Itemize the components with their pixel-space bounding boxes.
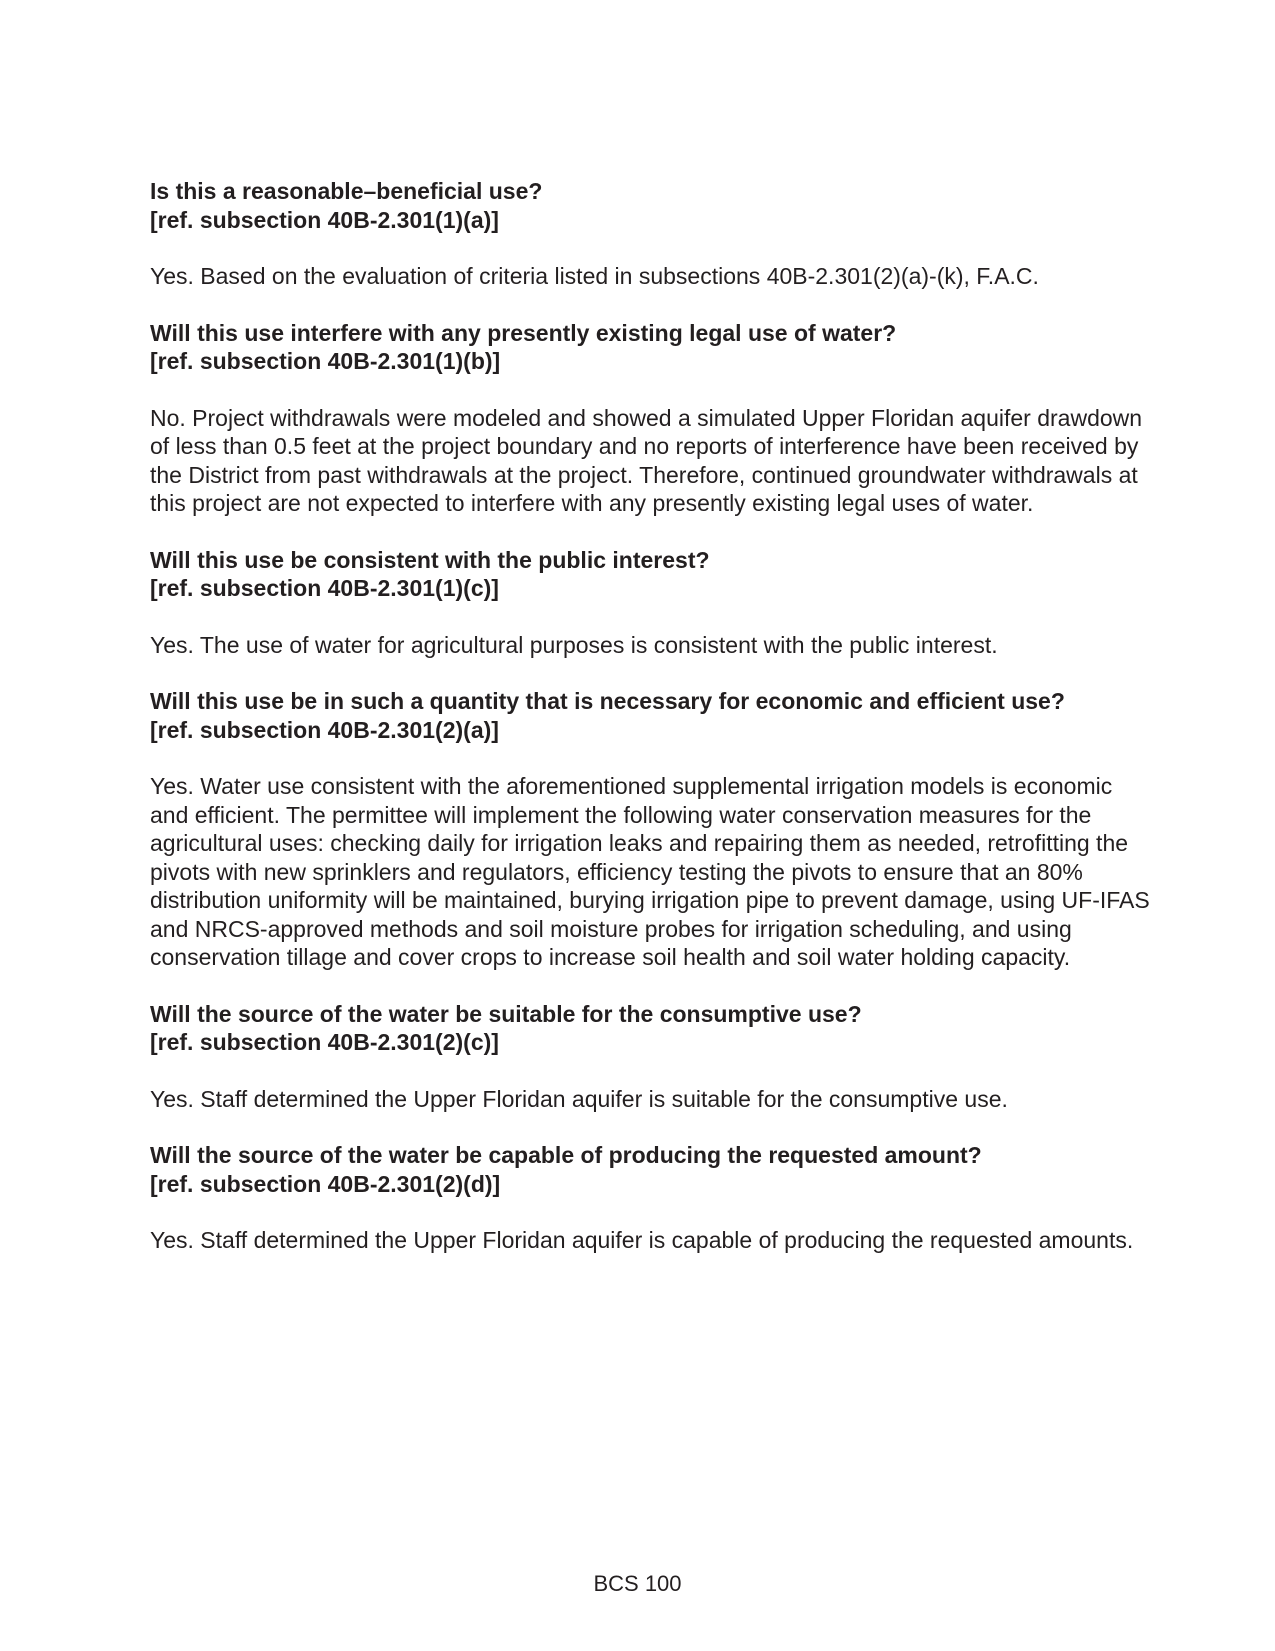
section-source-capable — [150, 1141, 1150, 1255]
answer-text: No. Project withdrawals were modeled and showed a simulated Upper Floridan aquifer drawdown of less than 0.5 feet at the project boundary and no reports of interference have been received by the District from past withdrawals at the project. Therefore, continued groundwater withdrawals at this project are not expected to interfere with any presently existing legal uses of water. — [150, 404, 1143, 516]
question-reference: [ref. subsection 40B-2.301(1)(c)] — [150, 575, 499, 601]
section-public-interest — [150, 546, 1150, 660]
question-reference: [ref. subsection 40B-2.301(1)(a)] — [150, 206, 499, 233]
document-body — [150, 177, 1150, 1283]
question-reference: [ref. subsection 40B-2.301(2)(c)] — [150, 1029, 499, 1055]
question-heading — [150, 687, 1150, 744]
answer-text: Yes. Staff determined the Upper Floridan aquifer is capable of producing the requested amounts. — [150, 1227, 1134, 1253]
question-heading — [150, 1000, 1150, 1057]
answer-text: Yes. The use of water for agricultural purposes is consistent with the public interest. — [150, 631, 998, 658]
question-heading — [150, 1141, 1150, 1198]
question-text: Is this a reasonable–beneficial use? — [150, 178, 543, 204]
question-text: Will the source of the water be capable of producing the requested amount? — [150, 1142, 982, 1168]
section-interference — [150, 319, 1150, 518]
question-heading — [150, 177, 1150, 234]
page-label: BCS 100 — [593, 1571, 682, 1596]
answer-text: Yes. Staff determined the Upper Floridan aquifer is suitable for the consumptive use. — [150, 1085, 1008, 1112]
question-reference: [ref. subsection 40B-2.301(2)(d)] — [150, 1170, 501, 1197]
question-text: Will this use be in such a quantity that is necessary for economic and efficient use? — [150, 688, 1065, 714]
answer-text: Yes. Water use consistent with the aforementioned supplemental irrigation models is economic and efficient. The permittee will implement the following water conservation measures for the agricultural uses: checking daily for irrigation leaks and repairing them as needed, retrofitting the pivots with new sprinklers and regulators, efficiency testing the pivots to ensure that an 80% distribution uniformity will be maintained, burying irrigation pipe to prevent damage, using UF-IFAS and NRCS-approved methods and soil moisture probes for irrigation scheduling, and using conservation tillage and cover crops to increase soil health and soil water holding capacity. — [150, 773, 1150, 970]
question-text: Will this use interfere with any presently existing legal use of water? — [150, 319, 897, 346]
section-source-suitable — [150, 1000, 1150, 1114]
section-economic-efficient-use — [150, 687, 1150, 972]
question-reference: [ref. subsection 40B-2.301(1)(b)] — [150, 348, 501, 374]
question-heading — [150, 319, 1150, 376]
question-text: Will this use be consistent with the public interest? — [150, 546, 710, 573]
section-reasonable-beneficial-use — [150, 177, 1150, 291]
question-text: Will the source of the water be suitable for the consumptive use? — [150, 1000, 862, 1027]
answer-text: Yes. Based on the evaluation of criteria listed in subsections 40B-2.301(2)(a)-(k), F.A.C. — [150, 263, 1039, 289]
page-footer — [0, 1570, 1275, 1598]
question-reference: [ref. subsection 40B-2.301(2)(a)] — [150, 716, 499, 743]
question-heading — [150, 546, 1150, 603]
